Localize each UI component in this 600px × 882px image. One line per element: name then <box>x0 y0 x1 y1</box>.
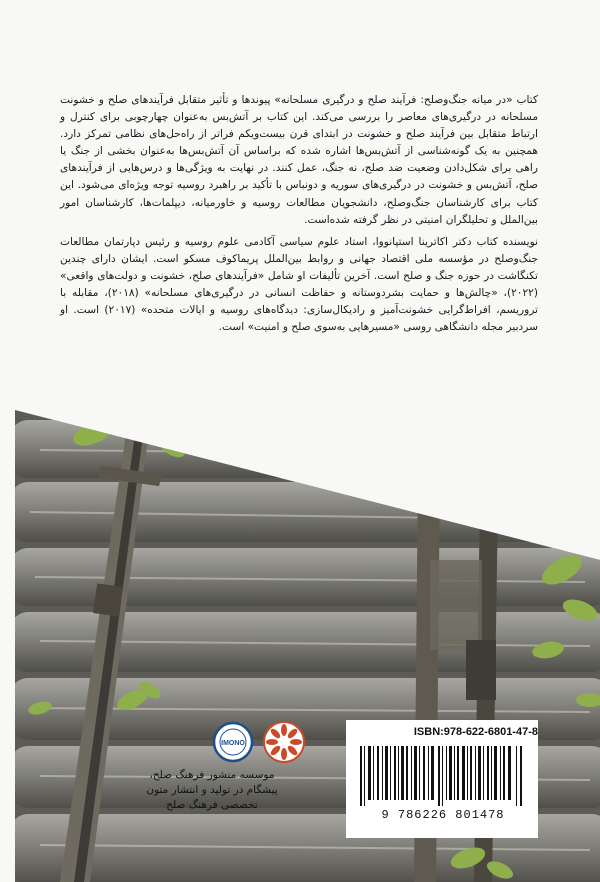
barcode <box>356 746 528 806</box>
barcode-digits: 9 786226 801478 <box>381 808 505 822</box>
isbn-label: ISBN:978-622-6801-47-8 <box>413 726 538 738</box>
author-bio-paragraph: نویسنده کتاب دکتر اکاترینا استپانووا، استاد علوم سیاسی آکادمی علوم روسیه و رئیس دپارتمان مطالعات جنگ‌وصلح در مؤسسه ملی اقتصاد جهانی و روابط بین‌الملل پریماکوف مسکو است. ایشان دارای چندین تکنگاشت در حوزه جنگ و صلح است. آخرین تألیفات او شامل «فرآیندهای صلح، خشونت و دولت‌های واقعی» (۲۰۲۲)، «چالش‌ها و حمایت بشردوستانه و حفاظت انسانی در درگیری‌های مسلحانه» (۲۰۱۸)، مقابله با تروریسم، افراط‌گرایی خشونت‌آمیز و رادیکال‌سازی: دیدگاه‌های روسیه و ایالات متحده» (۲۰۱۷) است. او سردبیر مجله دانشگاهی روسی «مسیرهایی به‌سوی صلح و امنیت» است. <box>60 235 538 334</box>
book-summary-paragraph: کتاب «در میانه جنگ‌وصلح: فرآیند صلح و درگیری مسلحانه» پیوندها و تأثیر متقابل فرآیندهای صلح و خشونت مسلحانه در درگیری‌های معاصر را بررسی می‌کند. این کتاب بر آتش‌بس به‌عنوان چهارچوبی برای کنترل و ارتباط متقابل بین فرآیند صلح و خشونت در ابتدای قرن بیست‌ویکم فراتر از راه‌حل‌های نظامی تمرکز دارد. همچنین به یک گونه‌شناسی از آتش‌بس‌ها اشاره شده که براساس آن آتش‌بس‌ها به‌عنوان بخشی از جنگ یا راهی برای شکل‌دادن وضعیت ضد صلح، نه جنگ، عمل کنند. در نهایت به ویژگی‌ها و درس‌هایی از فرآیندهای صلح، آتش‌بس و خشونت در درگیری‌های سوریه و دونباس با تأکید بر راهبرد روسیه توجه ویژه‌ای می‌شود. این کتاب برای کارشناسان جنگ‌وصلح، دانشجویان مطالعات روسیه و خاورمیانه، دیپلمات‌ها، کارشناسان امور بین‌الملل و تحلیلگران امنیتی در نظر گرفته شده‌است. <box>60 94 538 226</box>
publisher-line: موسسه منشور فرهنگ صلح، <box>149 769 275 781</box>
publisher-line: تخصصی فرهنگ صلح <box>166 799 258 811</box>
publisher-info <box>118 768 306 813</box>
publisher-line: پیشگام در تولید و انتشار متون <box>146 784 278 796</box>
imono-logo-icon <box>212 720 254 764</box>
publisher-logo-icon <box>262 720 306 764</box>
imono-logo-text: IMONO <box>221 740 245 747</box>
